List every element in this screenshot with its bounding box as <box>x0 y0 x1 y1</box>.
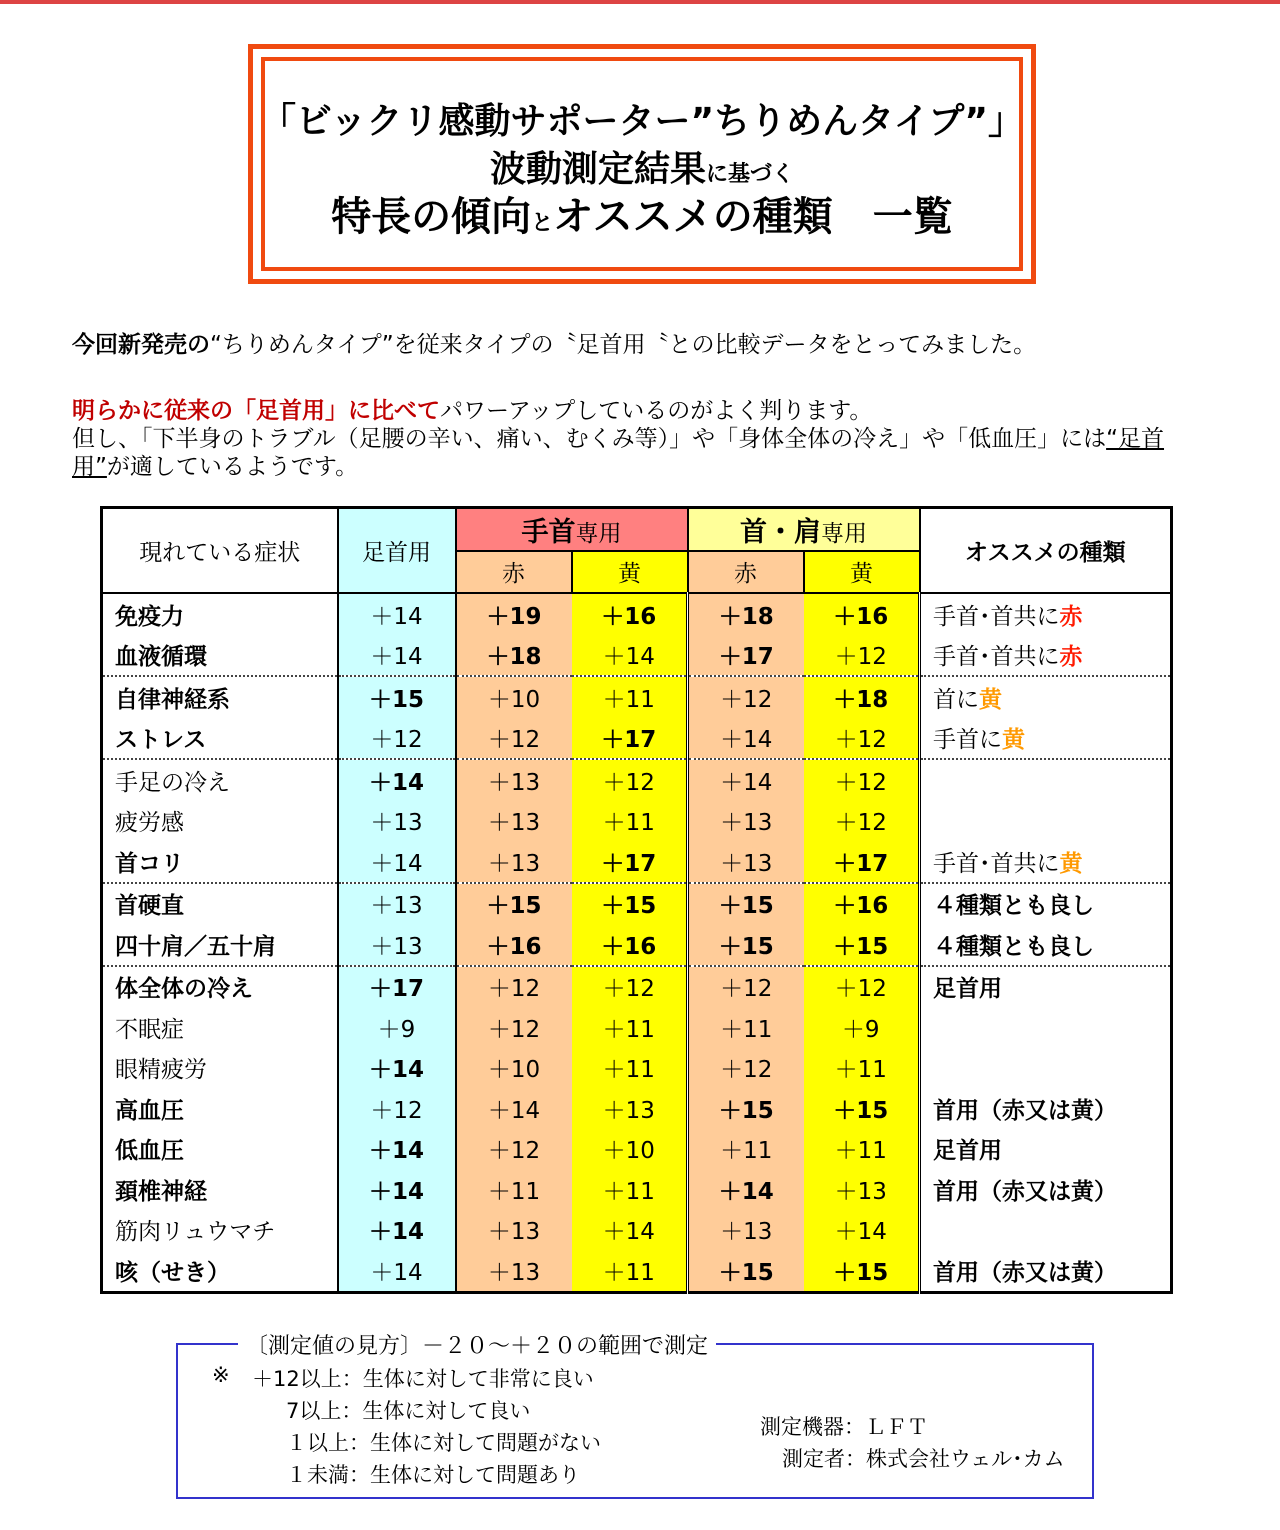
recommendation-text: 足首用 <box>933 976 1002 1003</box>
value-cell: ＋11 <box>572 1169 688 1210</box>
table-row <box>102 841 1172 883</box>
value-cell: ＋17 <box>338 966 456 1008</box>
value-cell: ＋16 <box>572 924 688 966</box>
symptom-cell: 疲労感 <box>102 801 338 842</box>
value-cell: ＋15 <box>688 924 804 966</box>
value-cell: ＋17 <box>572 841 688 883</box>
header-neck-yellow: 黄 <box>804 551 920 594</box>
value-cell: ＋13 <box>456 759 572 801</box>
intro-paragraph-3-cont <box>72 448 358 481</box>
recommendation-cell <box>920 1048 1172 1089</box>
symptom-cell: 頚椎神経 <box>102 1169 338 1210</box>
value-cell: ＋13 <box>688 1210 804 1251</box>
value-cell: ＋11 <box>688 1007 804 1048</box>
value-cell: ＋14 <box>338 1129 456 1170</box>
table-row <box>102 924 1172 966</box>
value-cell: ＋17 <box>804 841 920 883</box>
symptom-cell: 免疫力 <box>102 593 338 635</box>
table-row <box>102 759 1172 801</box>
legend-line-3: １以上：生体に対して問題がない <box>286 1431 601 1455</box>
value-cell: ＋15 <box>804 924 920 966</box>
value-cell: ＋12 <box>804 759 920 801</box>
value-cell: ＋14 <box>688 759 804 801</box>
recommendation-cell <box>920 1129 1172 1170</box>
value-cell: ＋12 <box>688 966 804 1008</box>
top-border-line <box>0 0 1280 4</box>
value-cell: ＋14 <box>338 593 456 635</box>
value-cell: ＋12 <box>804 801 920 842</box>
recommendation-text: 首に <box>933 686 979 713</box>
recommendation-cell <box>920 635 1172 677</box>
value-cell: ＋16 <box>456 924 572 966</box>
value-cell: ＋14 <box>688 718 804 760</box>
value-cell: ＋14 <box>338 841 456 883</box>
value-cell: ＋10 <box>456 676 572 718</box>
recommendation-text: 首用（赤又は黄） <box>933 1097 1117 1124</box>
header-wrist-yellow: 黄 <box>572 551 688 594</box>
value-cell: ＋12 <box>804 635 920 677</box>
value-cell: ＋10 <box>572 1129 688 1170</box>
title-line-2-small: に基づく <box>706 162 795 187</box>
recommendation-text: 手首･首共に <box>933 850 1060 877</box>
table-row <box>102 1169 1172 1210</box>
value-cell: ＋18 <box>804 676 920 718</box>
recommendation-cell <box>920 759 1172 801</box>
value-cell: ＋11 <box>456 1169 572 1210</box>
recommendation-cell <box>920 1169 1172 1210</box>
value-cell: ＋16 <box>572 593 688 635</box>
value-cell: ＋12 <box>572 759 688 801</box>
table-row <box>102 801 1172 842</box>
value-cell: ＋15 <box>338 676 456 718</box>
symptom-cell: 首硬直 <box>102 883 338 925</box>
value-cell: ＋14 <box>338 1250 456 1292</box>
value-cell: ＋13 <box>338 801 456 842</box>
recommendation-text: 足首用 <box>933 1138 1002 1165</box>
value-cell: ＋12 <box>456 1129 572 1170</box>
symptom-cell: 血液循環 <box>102 635 338 677</box>
legend-mark: ※ <box>212 1363 230 1387</box>
header-wrist-red: 赤 <box>456 551 572 594</box>
intro-p2-bold: 明らかに従来の「足首用」に比べて <box>72 398 440 424</box>
table-row <box>102 1210 1172 1251</box>
intro-p3-underline-2: 用” <box>72 454 107 480</box>
value-cell: ＋12 <box>804 966 920 1008</box>
symptom-cell: 手足の冷え <box>102 759 338 801</box>
value-cell: ＋12 <box>572 966 688 1008</box>
header-wrist-big: 手首 <box>521 516 576 548</box>
title-line-1: 「ビックリ感動サポーター”ちりめんタイプ”」 <box>259 101 1025 142</box>
value-cell: ＋13 <box>804 1169 920 1210</box>
recommendation-cell <box>920 883 1172 925</box>
header-wrist <box>456 508 688 551</box>
value-cell: ＋13 <box>456 1250 572 1292</box>
recommendation-text: 首用（赤又は黄） <box>933 1259 1117 1286</box>
symptom-cell: 低血圧 <box>102 1129 338 1170</box>
symptom-cell: 高血圧 <box>102 1088 338 1129</box>
recommendation-cell <box>920 801 1172 842</box>
title-line-3-a: 特長の傾向 <box>331 194 532 240</box>
value-cell: ＋13 <box>338 924 456 966</box>
value-cell: ＋17 <box>688 635 804 677</box>
value-cell: ＋11 <box>572 1048 688 1089</box>
recommendation-text: 手首･首共に <box>933 603 1060 630</box>
recommendation-cell <box>920 966 1172 1008</box>
value-cell: ＋14 <box>688 1169 804 1210</box>
value-cell: ＋15 <box>804 1250 920 1292</box>
intro-p3-underline-1: “足首 <box>1106 426 1165 452</box>
value-cell: ＋15 <box>804 1088 920 1129</box>
recommendation-cell <box>920 1088 1172 1129</box>
recommendation-text: 手首･首共に <box>933 644 1060 671</box>
value-cell: ＋13 <box>572 1088 688 1129</box>
legend-box <box>176 1334 1094 1499</box>
value-cell: ＋13 <box>688 841 804 883</box>
title-line-2-main: 波動測定結果 <box>489 149 706 190</box>
value-cell: ＋14 <box>338 1048 456 1089</box>
value-cell: ＋12 <box>688 1048 804 1089</box>
recommendation-cell <box>920 841 1172 883</box>
intro-p3-a: 但し、「下半身のトラブル（足腰の辛い、痛い、むくみ等）」や「身体全体の冷え」や「低血圧」には <box>72 426 1107 452</box>
value-cell: ＋15 <box>688 1088 804 1129</box>
value-cell: ＋12 <box>456 1007 572 1048</box>
header-neck-red: 赤 <box>688 551 804 594</box>
table-row <box>102 1048 1172 1089</box>
value-cell: ＋11 <box>572 676 688 718</box>
symptom-cell: 咳（せき） <box>102 1250 338 1292</box>
value-cell: ＋16 <box>804 883 920 925</box>
header-wrist-small: 専用 <box>575 520 622 547</box>
intro-paragraph-1 <box>72 326 1036 359</box>
legend-line-4: １未満：生体に対して問題あり <box>286 1463 580 1487</box>
value-cell: ＋11 <box>804 1048 920 1089</box>
value-cell: ＋13 <box>456 1210 572 1251</box>
symptom-cell: 筋肉リュウマチ <box>102 1210 338 1251</box>
symptom-cell: ストレス <box>102 718 338 760</box>
results-table <box>100 506 1173 1294</box>
value-cell: ＋11 <box>688 1129 804 1170</box>
intro-p3-end: が適しているようです。 <box>106 454 359 480</box>
value-cell: ＋17 <box>572 718 688 760</box>
table-row <box>102 1250 1172 1292</box>
legend-line-1: ＋12以上：生体に対して非常に良い <box>252 1367 594 1391</box>
value-cell: ＋11 <box>804 1129 920 1170</box>
value-cell: ＋15 <box>688 1250 804 1292</box>
table-row <box>102 676 1172 718</box>
value-cell: ＋12 <box>688 676 804 718</box>
table-row <box>102 883 1172 925</box>
table-row <box>102 1129 1172 1170</box>
legend-line-2: 7以上：生体に対して良い <box>286 1399 531 1423</box>
recommendation-cell <box>920 1210 1172 1251</box>
value-cell: ＋18 <box>688 593 804 635</box>
intro-p1-rest: “ちりめんタイプ”を従来タイプの〝足首用〝との比較データをとってみました。 <box>210 332 1037 358</box>
value-cell: ＋13 <box>338 883 456 925</box>
recommendation-cell <box>920 593 1172 635</box>
value-cell: ＋12 <box>456 966 572 1008</box>
table-row <box>102 966 1172 1008</box>
recommendation-text: ４種類とも良し <box>933 893 1094 920</box>
recommendation-cell <box>920 1250 1172 1292</box>
value-cell: ＋15 <box>572 883 688 925</box>
value-cell: ＋13 <box>456 841 572 883</box>
recommendation-cell <box>920 676 1172 718</box>
title-line-3 <box>253 185 1031 242</box>
recommendation-cell <box>920 924 1172 966</box>
table-row <box>102 718 1172 760</box>
value-cell: ＋11 <box>572 801 688 842</box>
header-recommendation: オススメの種類 <box>920 508 1172 594</box>
value-cell: ＋13 <box>688 801 804 842</box>
symptom-cell: 眼精疲労 <box>102 1048 338 1089</box>
value-cell: ＋12 <box>804 718 920 760</box>
value-cell: ＋12 <box>456 718 572 760</box>
header-neck-small: 専用 <box>821 520 867 547</box>
value-cell: ＋18 <box>456 635 572 677</box>
symptom-cell: 首コリ <box>102 841 338 883</box>
value-cell: ＋14 <box>338 1169 456 1210</box>
recommendation-color: 黄 <box>979 686 1002 713</box>
symptom-cell: 不眠症 <box>102 1007 338 1048</box>
symptom-cell: 四十肩／五十肩 <box>102 924 338 966</box>
value-cell: ＋11 <box>572 1007 688 1048</box>
header-ankle: 足首用 <box>338 508 456 594</box>
title-line-3-b: オススメの種類 一覧 <box>553 194 953 240</box>
value-cell: ＋15 <box>688 883 804 925</box>
recommendation-text: 首用（赤又は黄） <box>933 1178 1117 1205</box>
title-line-3-small: と <box>531 211 554 236</box>
value-cell: ＋11 <box>572 1250 688 1292</box>
value-cell: ＋9 <box>338 1007 456 1048</box>
value-cell: ＋12 <box>338 718 456 760</box>
value-cell: ＋9 <box>804 1007 920 1048</box>
recommendation-text: 手首に <box>933 727 1002 754</box>
legend-device: 測定機器：ＬＦＴ <box>760 1415 928 1439</box>
title-box <box>248 44 1036 284</box>
symptom-cell: 体全体の冷え <box>102 966 338 1008</box>
value-cell: ＋14 <box>804 1210 920 1251</box>
symptom-cell: 自律神経系 <box>102 676 338 718</box>
recommendation-text: ４種類とも良し <box>933 933 1094 960</box>
header-neck <box>688 508 920 551</box>
value-cell: ＋14 <box>338 1210 456 1251</box>
table-row <box>102 593 1172 635</box>
recommendation-color: 赤 <box>1059 603 1083 630</box>
value-cell: ＋12 <box>338 1088 456 1129</box>
recommendation-cell <box>920 1007 1172 1048</box>
header-symptom: 現れている症状 <box>102 508 338 594</box>
recommendation-color: 黄 <box>1002 727 1025 754</box>
value-cell: ＋19 <box>456 593 572 635</box>
table-row <box>102 635 1172 677</box>
value-cell: ＋14 <box>572 635 688 677</box>
table-row <box>102 1088 1172 1129</box>
table-row <box>102 1007 1172 1048</box>
intro-p1-bold: 今回新発売の <box>72 332 210 358</box>
legend-title: 〔測定値の見方〕－２０～＋２０の範囲で測定 <box>238 1329 716 1360</box>
recommendation-color: 黄 <box>1059 850 1083 877</box>
value-cell: ＋10 <box>456 1048 572 1089</box>
value-cell: ＋14 <box>456 1088 572 1129</box>
intro-p2-rest: パワーアップしているのがよく判ります。 <box>440 398 873 424</box>
header-neck-big: 首・肩 <box>740 516 821 548</box>
value-cell: ＋14 <box>338 635 456 677</box>
value-cell: ＋13 <box>456 801 572 842</box>
recommendation-color: 赤 <box>1059 644 1083 671</box>
value-cell: ＋14 <box>572 1210 688 1251</box>
legend-tester: 測定者：株式会社ウェル･カム <box>782 1447 1065 1471</box>
value-cell: ＋14 <box>338 759 456 801</box>
value-cell: ＋15 <box>456 883 572 925</box>
value-cell: ＋16 <box>804 593 920 635</box>
recommendation-cell <box>920 718 1172 760</box>
results-table-body <box>102 593 1172 1292</box>
